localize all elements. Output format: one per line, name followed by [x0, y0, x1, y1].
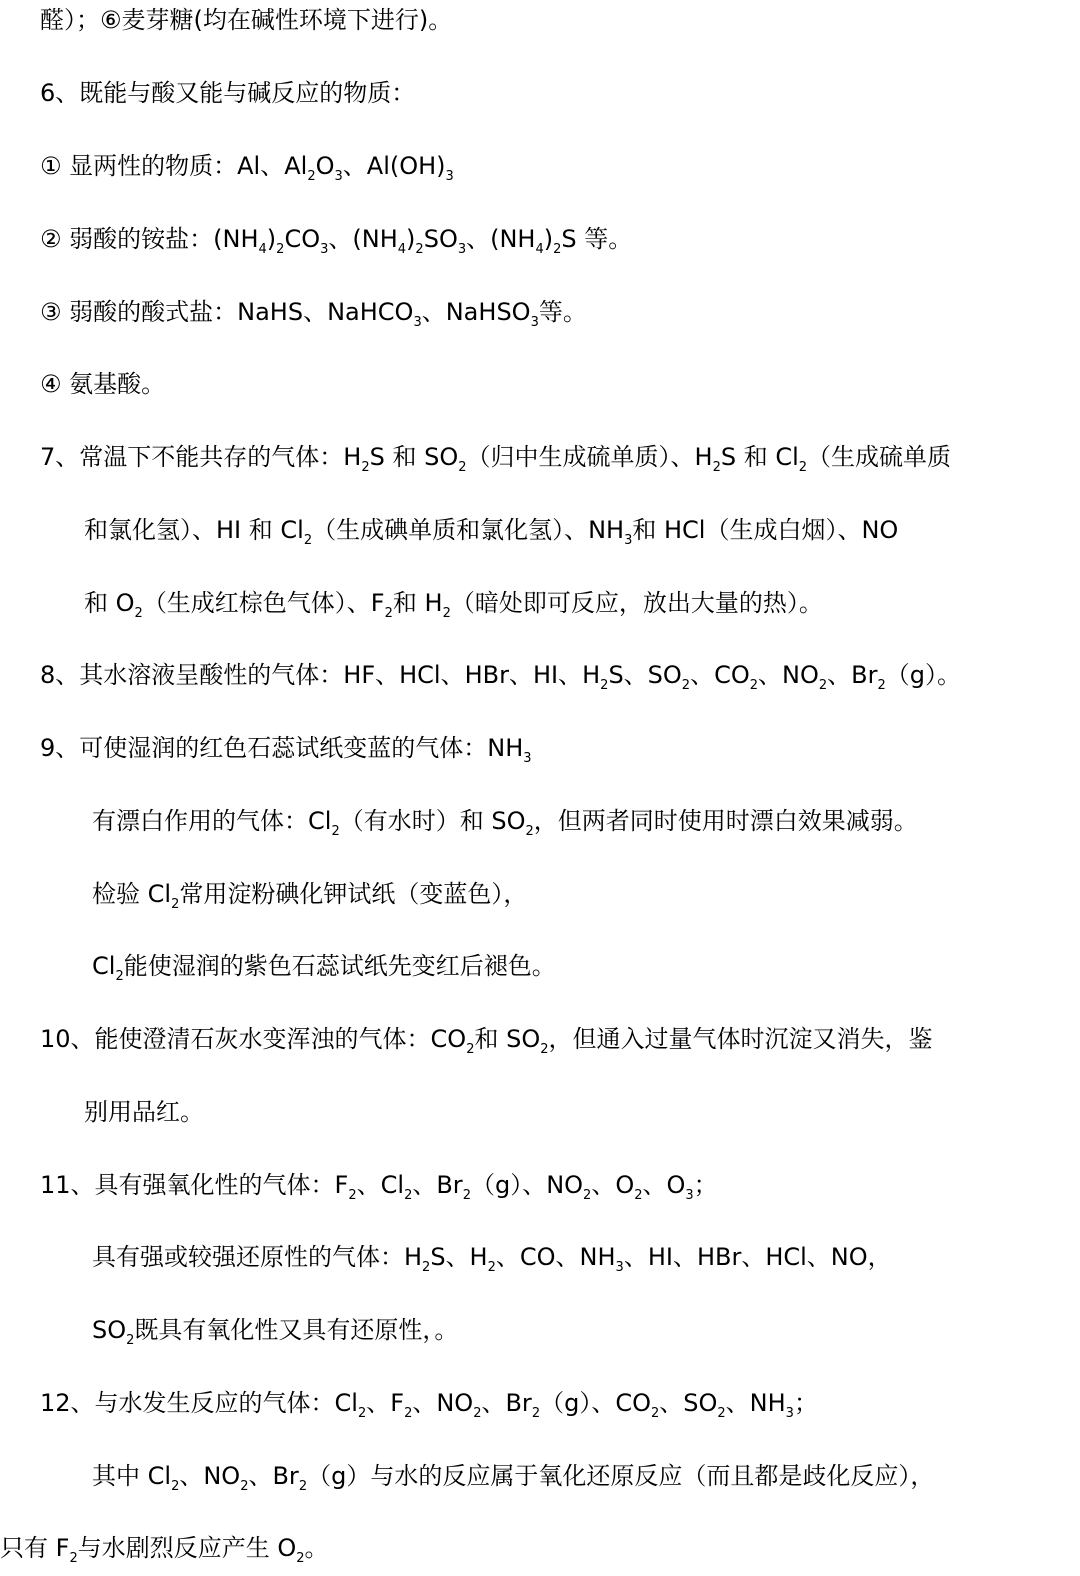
subscript: 2 [307, 169, 316, 184]
text-segment: 、O [642, 1171, 686, 1199]
subscript: 2 [798, 460, 808, 475]
subscript: 2 [877, 678, 886, 693]
subscript: 2 [531, 1406, 541, 1421]
text-line [92, 1310, 458, 1350]
text-line [40, 437, 951, 477]
text-segment: 和 H [392, 589, 443, 617]
text-segment: 8、其水溶液呈酸性的气体：HF、HCl、HBr、HI、H [40, 661, 601, 689]
text-line [40, 1019, 933, 1059]
subscript: 2 [462, 1188, 471, 1203]
text-segment: （有水时）和 SO [339, 807, 526, 835]
text-segment: S 和 Cl [720, 443, 799, 471]
text-segment: （g）、NO [470, 1171, 584, 1199]
text-segment: 和 O [84, 589, 135, 617]
subscript: 2 [384, 606, 393, 621]
text-segment: 既具有氧化性又具有还原性，。 [134, 1316, 459, 1344]
subscript: 2 [540, 1042, 549, 1057]
subscript: 2 [818, 678, 828, 693]
subscript: 3 [457, 242, 467, 257]
text-segment: 、Br [481, 1389, 532, 1417]
text-segment: （生成硫单质 [807, 443, 952, 471]
subscript: 2 [134, 606, 143, 621]
text-segment: 、NaHSO [421, 298, 531, 326]
subscript: 2 [749, 678, 759, 693]
subscript: 2 [466, 1042, 475, 1057]
text-segment: 、SO [659, 1389, 718, 1417]
text-segment: 、CO [690, 661, 750, 689]
text-line [84, 1092, 204, 1132]
subscript: 3 [445, 169, 454, 184]
text-segment: ① 显两性的物质：Al、Al [40, 152, 308, 180]
text-segment: 6、既能与酸又能与碱反应的物质： [40, 79, 416, 107]
text-segment: S、SO [608, 661, 682, 689]
subscript: 2 [171, 897, 180, 912]
text-segment: ③ 弱酸的酸式盐：NaHS、NaHCO [40, 298, 414, 326]
subscript: 4 [535, 242, 544, 257]
subscript: 2 [650, 1406, 660, 1421]
subscript: 2 [634, 1188, 643, 1203]
text-line [92, 1237, 892, 1277]
subscript: 2 [681, 678, 691, 693]
text-segment: 检验 Cl [92, 880, 172, 908]
text-segment: （g）与水的反应属于氧化还原反应（而且都是歧化反应）， [307, 1462, 935, 1490]
subscript: 2 [583, 1188, 592, 1203]
text-segment: ) [266, 225, 277, 253]
subscript: 2 [712, 460, 721, 475]
text-segment: 常用淀粉碘化钾试纸（变蓝色）， [179, 880, 528, 908]
subscript: 3 [523, 751, 532, 766]
text-segment: 别用品红。 [84, 1098, 204, 1126]
subscript: 2 [442, 606, 451, 621]
text-segment: 10、能使澄清石灰水变浑浊的气体：CO [40, 1025, 467, 1053]
text-line [92, 874, 527, 914]
text-segment: ； [693, 1171, 718, 1199]
text-segment: 有漂白作用的气体：Cl [92, 807, 332, 835]
text-line [40, 1383, 818, 1423]
subscript: 3 [530, 315, 539, 330]
subscript: 2 [303, 533, 313, 548]
subscript: 2 [717, 1406, 726, 1421]
text-segment: 、Cl [356, 1171, 405, 1199]
subscript: 2 [331, 824, 340, 839]
subscript: 3 [785, 1406, 794, 1421]
text-segment: （暗处即可反应，放出大量的热）。 [450, 589, 823, 617]
text-segment: 和氯化氢）、HI 和 Cl [84, 516, 304, 544]
subscript: 4 [397, 242, 407, 257]
text-segment: 、F [366, 1389, 405, 1417]
subscript: 3 [685, 1188, 694, 1203]
subscript: 2 [553, 242, 562, 257]
subscript: 2 [171, 1479, 180, 1494]
subscript: 2 [600, 678, 609, 693]
text-segment: 、Br [827, 661, 878, 689]
text-segment: 等。 [538, 298, 587, 326]
subscript: 2 [126, 1333, 135, 1348]
text-line [40, 219, 632, 259]
text-segment: （g）。 [885, 661, 961, 689]
text-segment: S、H [430, 1243, 488, 1271]
subscript: 2 [298, 1479, 308, 1494]
text-segment: CO [284, 225, 321, 253]
text-segment: SO [423, 225, 458, 253]
text-line [40, 364, 165, 404]
text-segment: 、Al(OH) [342, 152, 446, 180]
subscript: 3 [615, 1260, 624, 1275]
subscript: 4 [258, 242, 267, 257]
subscript: 2 [69, 1551, 78, 1566]
text-segment: 、Br [248, 1462, 299, 1490]
text-segment: 、CO、NH [495, 1243, 616, 1271]
text-segment: ② 弱酸的铵盐：(NH [40, 225, 259, 253]
text-segment: 12、与水发生反应的气体：Cl [40, 1389, 358, 1417]
text-segment: 、(NH [328, 225, 398, 253]
subscript: 2 [404, 1406, 413, 1421]
text-line [40, 655, 961, 695]
text-line [40, 728, 532, 768]
text-line [92, 1456, 934, 1496]
subscript: 2 [415, 242, 424, 257]
text-segment: 只有 F [0, 1534, 70, 1562]
text-segment: 、(NH [466, 225, 536, 253]
subscript: 2 [115, 969, 124, 984]
text-segment: ，但通入过量气体时沉淀又消失，鉴 [548, 1025, 933, 1053]
text-segment: 和 SO [474, 1025, 541, 1053]
text-segment: ) [406, 225, 416, 253]
text-segment: 、HI、HBr、HCl、NO， [623, 1243, 892, 1271]
text-segment: ) [543, 225, 554, 253]
text-segment: （生成红棕色气体）、F [142, 589, 385, 617]
text-segment: S 和 SO [369, 443, 459, 471]
text-segment: 具有强或较强还原性的气体：H [92, 1243, 423, 1271]
text-segment: （生成碘单质和氯化氢）、NH [312, 516, 625, 544]
text-segment: 与水剧烈反应产生 O [77, 1534, 297, 1562]
text-segment: O [315, 152, 335, 180]
text-segment: 、NH [725, 1389, 786, 1417]
text-segment: 能使湿润的紫色石蕊试纸先变红后褪色。 [123, 952, 556, 980]
text-line [84, 583, 823, 623]
subscript: 2 [296, 1551, 305, 1566]
text-segment: 和 HCl（生成白烟）、NO [632, 516, 899, 544]
subscript: 2 [525, 824, 534, 839]
subscript: 3 [624, 533, 633, 548]
text-line [40, 73, 415, 113]
text-segment: （归中生成硫单质）、H [466, 443, 713, 471]
subscript: 3 [413, 315, 422, 330]
subscript: 2 [348, 1188, 357, 1203]
text-segment: （g）、CO [540, 1389, 651, 1417]
subscript: 2 [240, 1479, 249, 1494]
text-segment: 11、具有强氧化性的气体：F [40, 1171, 349, 1199]
subscript: 2 [487, 1260, 496, 1275]
text-line [84, 510, 898, 550]
subscript: 2 [422, 1260, 431, 1275]
text-segment: ④ 氨基酸。 [40, 370, 166, 398]
text-segment: SO [92, 1316, 127, 1344]
subscript: 2 [361, 460, 370, 475]
text-line [40, 1165, 718, 1205]
text-segment: Cl [92, 952, 116, 980]
text-segment: 、Br [412, 1171, 463, 1199]
text-segment: ； [793, 1389, 818, 1417]
text-line [0, 1528, 329, 1568]
text-line [40, 292, 587, 332]
text-segment: 、O [591, 1171, 635, 1199]
text-segment: 9、可使湿润的红色石蕊试纸变蓝的气体：NH [40, 734, 524, 762]
subscript: 2 [357, 1406, 367, 1421]
subscript: 2 [404, 1188, 413, 1203]
text-line [40, 0, 452, 40]
text-segment: 7、常温下不能共存的气体：H [40, 443, 362, 471]
subscript: 3 [334, 169, 343, 184]
text-segment: 。 [304, 1534, 329, 1562]
text-segment: 、NO [412, 1389, 474, 1417]
text-line [92, 801, 918, 841]
text-segment: 、NO [758, 661, 819, 689]
text-segment: S 等。 [561, 225, 633, 253]
text-line [92, 946, 556, 986]
subscript: 2 [276, 242, 285, 257]
subscript: 3 [320, 242, 329, 257]
subscript: 2 [473, 1406, 482, 1421]
text-line [40, 146, 454, 186]
text-segment: 醛）；⑥麦芽糖(均在碱性环境下进行)。 [40, 6, 453, 34]
text-segment: 、NO [179, 1462, 241, 1490]
text-segment: 其中 Cl [92, 1462, 172, 1490]
subscript: 2 [458, 460, 467, 475]
text-segment: ，但两者同时使用时漂白效果减弱。 [533, 807, 918, 835]
